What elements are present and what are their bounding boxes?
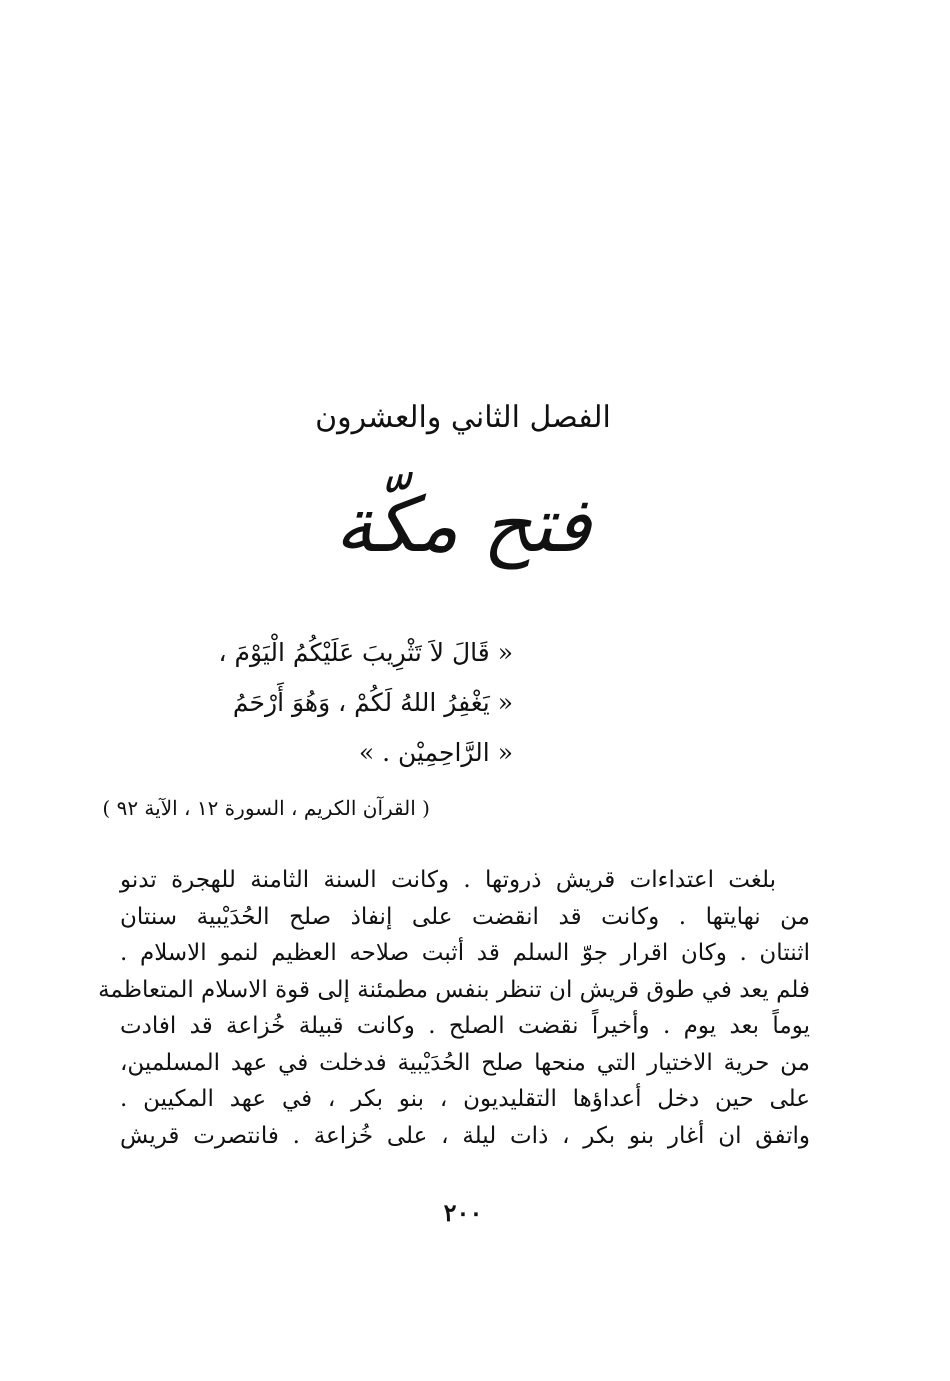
body-line: واتفق ان أغار بنو بكر ، ذات ليلة ، على خُزاعة . فانتصرت قريش (120, 1122, 810, 1149)
body-line: اثنتان . وكان اقرار جوّ السلم قد أثبت صلاحه العظيم لنمو الاسلام . (120, 940, 810, 966)
epigraph-source: ( القرآن الكريم ، السورة ١٢ ، الآية ٩٢ ) (102, 796, 430, 820)
epigraph-line: « الرَّاحِمِيْن . » (358, 738, 513, 767)
epigraph-line: « قَالَ لاَ تَثْرِيبَ عَلَيْكُمُ الْيَوْمَ ، (218, 638, 513, 667)
page-number: ٢٠٠ (443, 1198, 483, 1227)
body-line: من نهايتها . وكانت قد انقضت على إنفاذ صلح الحُدَيْبية سنتان (120, 903, 810, 930)
epigraph-quote (125, 628, 513, 778)
body-line: على حين دخل أعداؤها التقليديون ، بنو بكر ، في عهد المكيين . (120, 1086, 810, 1112)
body-line: فلم يعد في طوق قريش ان تنظر بنفس مطمئنة إلى قوة الاسلام المتعاظمة (98, 976, 810, 1003)
chapter-label: الفصل الثاني والعشرون (315, 400, 611, 435)
chapter-title: فتح مكّة (335, 480, 591, 569)
epigraph-line: « يَغْفِرُ اللهُ لَكُمْ ، وَهُوَ أَرْحَمُ (232, 688, 513, 717)
body-paragraph (98, 862, 810, 1154)
body-line: يوماً بعد يوم . وأخيراً نقضت الصلح . وكانت قبيلة خُزاعة قد افادت (120, 1013, 810, 1039)
body-line: بلغت اعتداءات قريش ذروتها . وكانت السنة الثامنة للهجرة تدنو (120, 867, 776, 893)
body-line: من حرية الاختيار التي منحها صلح الحُدَيْبية فدخلت في عهد المسلمين، (120, 1049, 810, 1076)
